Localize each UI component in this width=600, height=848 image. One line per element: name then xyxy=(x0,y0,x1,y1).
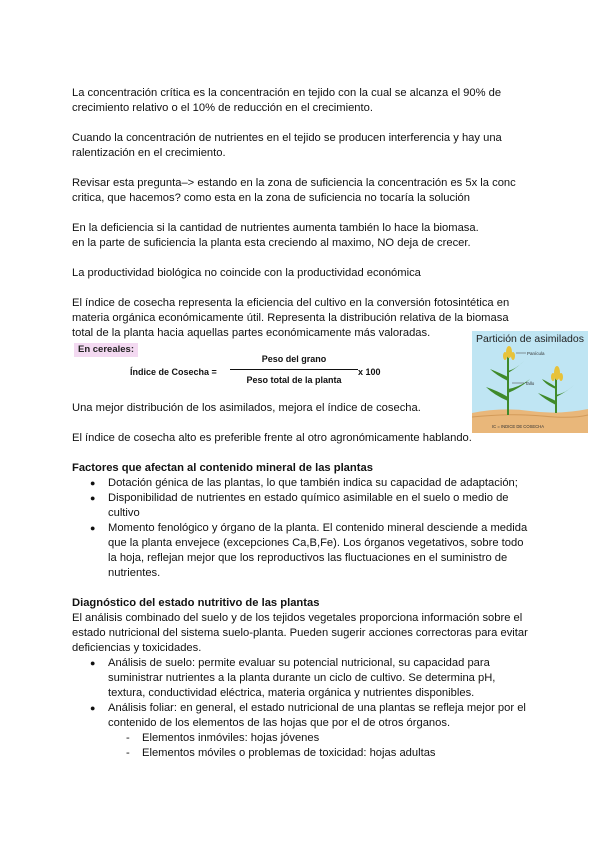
paragraph-harvest-index: El índice de cosecha representa la eficiencia del cultivo en la conversión fotosintética en materia orgánica económicamente útil. Representa la distribución relativa de la biomasa total de la planta hacia aquellas partes económicamente más valoradas. xyxy=(72,297,510,339)
assimilate-partition-figure xyxy=(472,331,588,433)
leaf-analysis-sublist xyxy=(72,731,532,761)
list-item: ● Disponibilidad de nutrientes en estado químico asimilable en el suelo o medio de cultivo xyxy=(108,491,532,521)
sublist-item: - Elementos móviles o problemas de toxicidad: hojas adultas xyxy=(142,746,532,761)
paragraph-high-index: El índice de cosecha alto es preferible frente al otro agronómicamente hablando. xyxy=(72,432,472,444)
formula-numerator: Peso del grano xyxy=(261,354,327,364)
leaf-icon xyxy=(490,369,508,381)
formula-fraction-bar xyxy=(230,369,358,370)
paragraph-deficiency-line2: en la parte de suficiencia la planta esta creciendo al maximo, NO deja de crecer. xyxy=(72,237,471,249)
list-item: ● Dotación génica de las plantas, lo que también indica su capacidad de adaptación; xyxy=(108,476,532,491)
leaf-icon xyxy=(508,361,524,373)
leaf-icon xyxy=(556,385,574,397)
formula-multiplier: x 100 xyxy=(358,367,381,377)
list-item: ● Análisis foliar: en general, el estado nutricional de una plantas se refleja mejor por el contenido de los elementos de las hojas que por el de otros órganos. xyxy=(108,701,532,731)
section-heading-mineral-factors: Factores que afectan al contenido mineral de las plantas xyxy=(72,462,373,474)
leaf-icon xyxy=(538,393,556,405)
leaf-icon xyxy=(486,387,508,401)
paragraph-better-distribution: Una mejor distribución de los asimilados, mejora el índice de cosecha. xyxy=(72,402,421,414)
label-stalk: Tallo xyxy=(525,381,535,386)
plant-illustration xyxy=(472,331,588,433)
mineral-factors-list xyxy=(72,476,532,581)
formula-denominator: Peso total de la planta xyxy=(246,375,342,385)
document-body xyxy=(72,86,532,761)
paragraph-deficiency-line1: En la deficiencia si la cantidad de nutrientes aumenta también lo hace la biomasa. xyxy=(72,222,479,234)
soil-shape xyxy=(472,409,588,433)
figure-caption: IC = INDICE DE COSECHA xyxy=(492,424,545,429)
cereal-tag: En cereales: xyxy=(74,343,138,357)
figure-title: Partición de asimilados xyxy=(476,333,584,345)
list-item: ● Momento fenológico y órgano de la planta. El contenido mineral desciende a medida que la planta envejece (excepciones Ca,B,Fe). Los órganos vegetativos, sobre todo la hoja, reflejan mejor que los reproductivos las fluctuaciones en el suministro de nutrientes. xyxy=(108,521,532,581)
paragraph-interference: Cuando la concentración de nutrientes en el tejido se producen interferencia y hay una ralentización en el crecimiento. xyxy=(72,132,502,159)
paragraph-deficiency xyxy=(72,221,532,251)
harvest-index-formula xyxy=(72,343,532,393)
section-heading-diagnosis: Diagnóstico del estado nutritivo de las plantas xyxy=(72,597,320,609)
paragraph-productivity: La productividad biológica no coincide con la productividad económica xyxy=(72,267,421,279)
paragraph-diagnosis-intro: El análisis combinado del suelo y de los tejidos vegetales proporciona información sobre el estado nutricional del sistema suelo-planta. Pueden sugerir acciones correctoras para evitar deficiencias y toxicidades. xyxy=(72,612,528,654)
diagnosis-list xyxy=(72,656,532,731)
formula-lhs: Índice de Cosecha = xyxy=(130,367,217,377)
paragraph-review-question: Revisar esta pregunta–> estando en la zona de suficiencia la concentración es 5x la conc critica, que hacemos? como esta en la zona de suficiencia no tocaría la solución xyxy=(72,177,516,204)
sublist-item: - Elementos inmóviles: hojas jóvenes xyxy=(142,731,532,746)
paragraph-critical-concentration: La concentración crítica es la concentración en tejido con la cual se alcanza el 90% de crecimiento relativo o el 10% de reducción en el crecimiento. xyxy=(72,87,502,114)
list-item: ● Análisis de suelo: permite evaluar su potencial nutricional, su capacidad para suministrar nutrientes a la planta durante un ciclo de cultivo. Se determina pH, textura, conductividad eléctrica, materia orgánica y nutrientes disponibles. xyxy=(108,656,532,701)
label-panicle: Panícula xyxy=(527,351,545,356)
